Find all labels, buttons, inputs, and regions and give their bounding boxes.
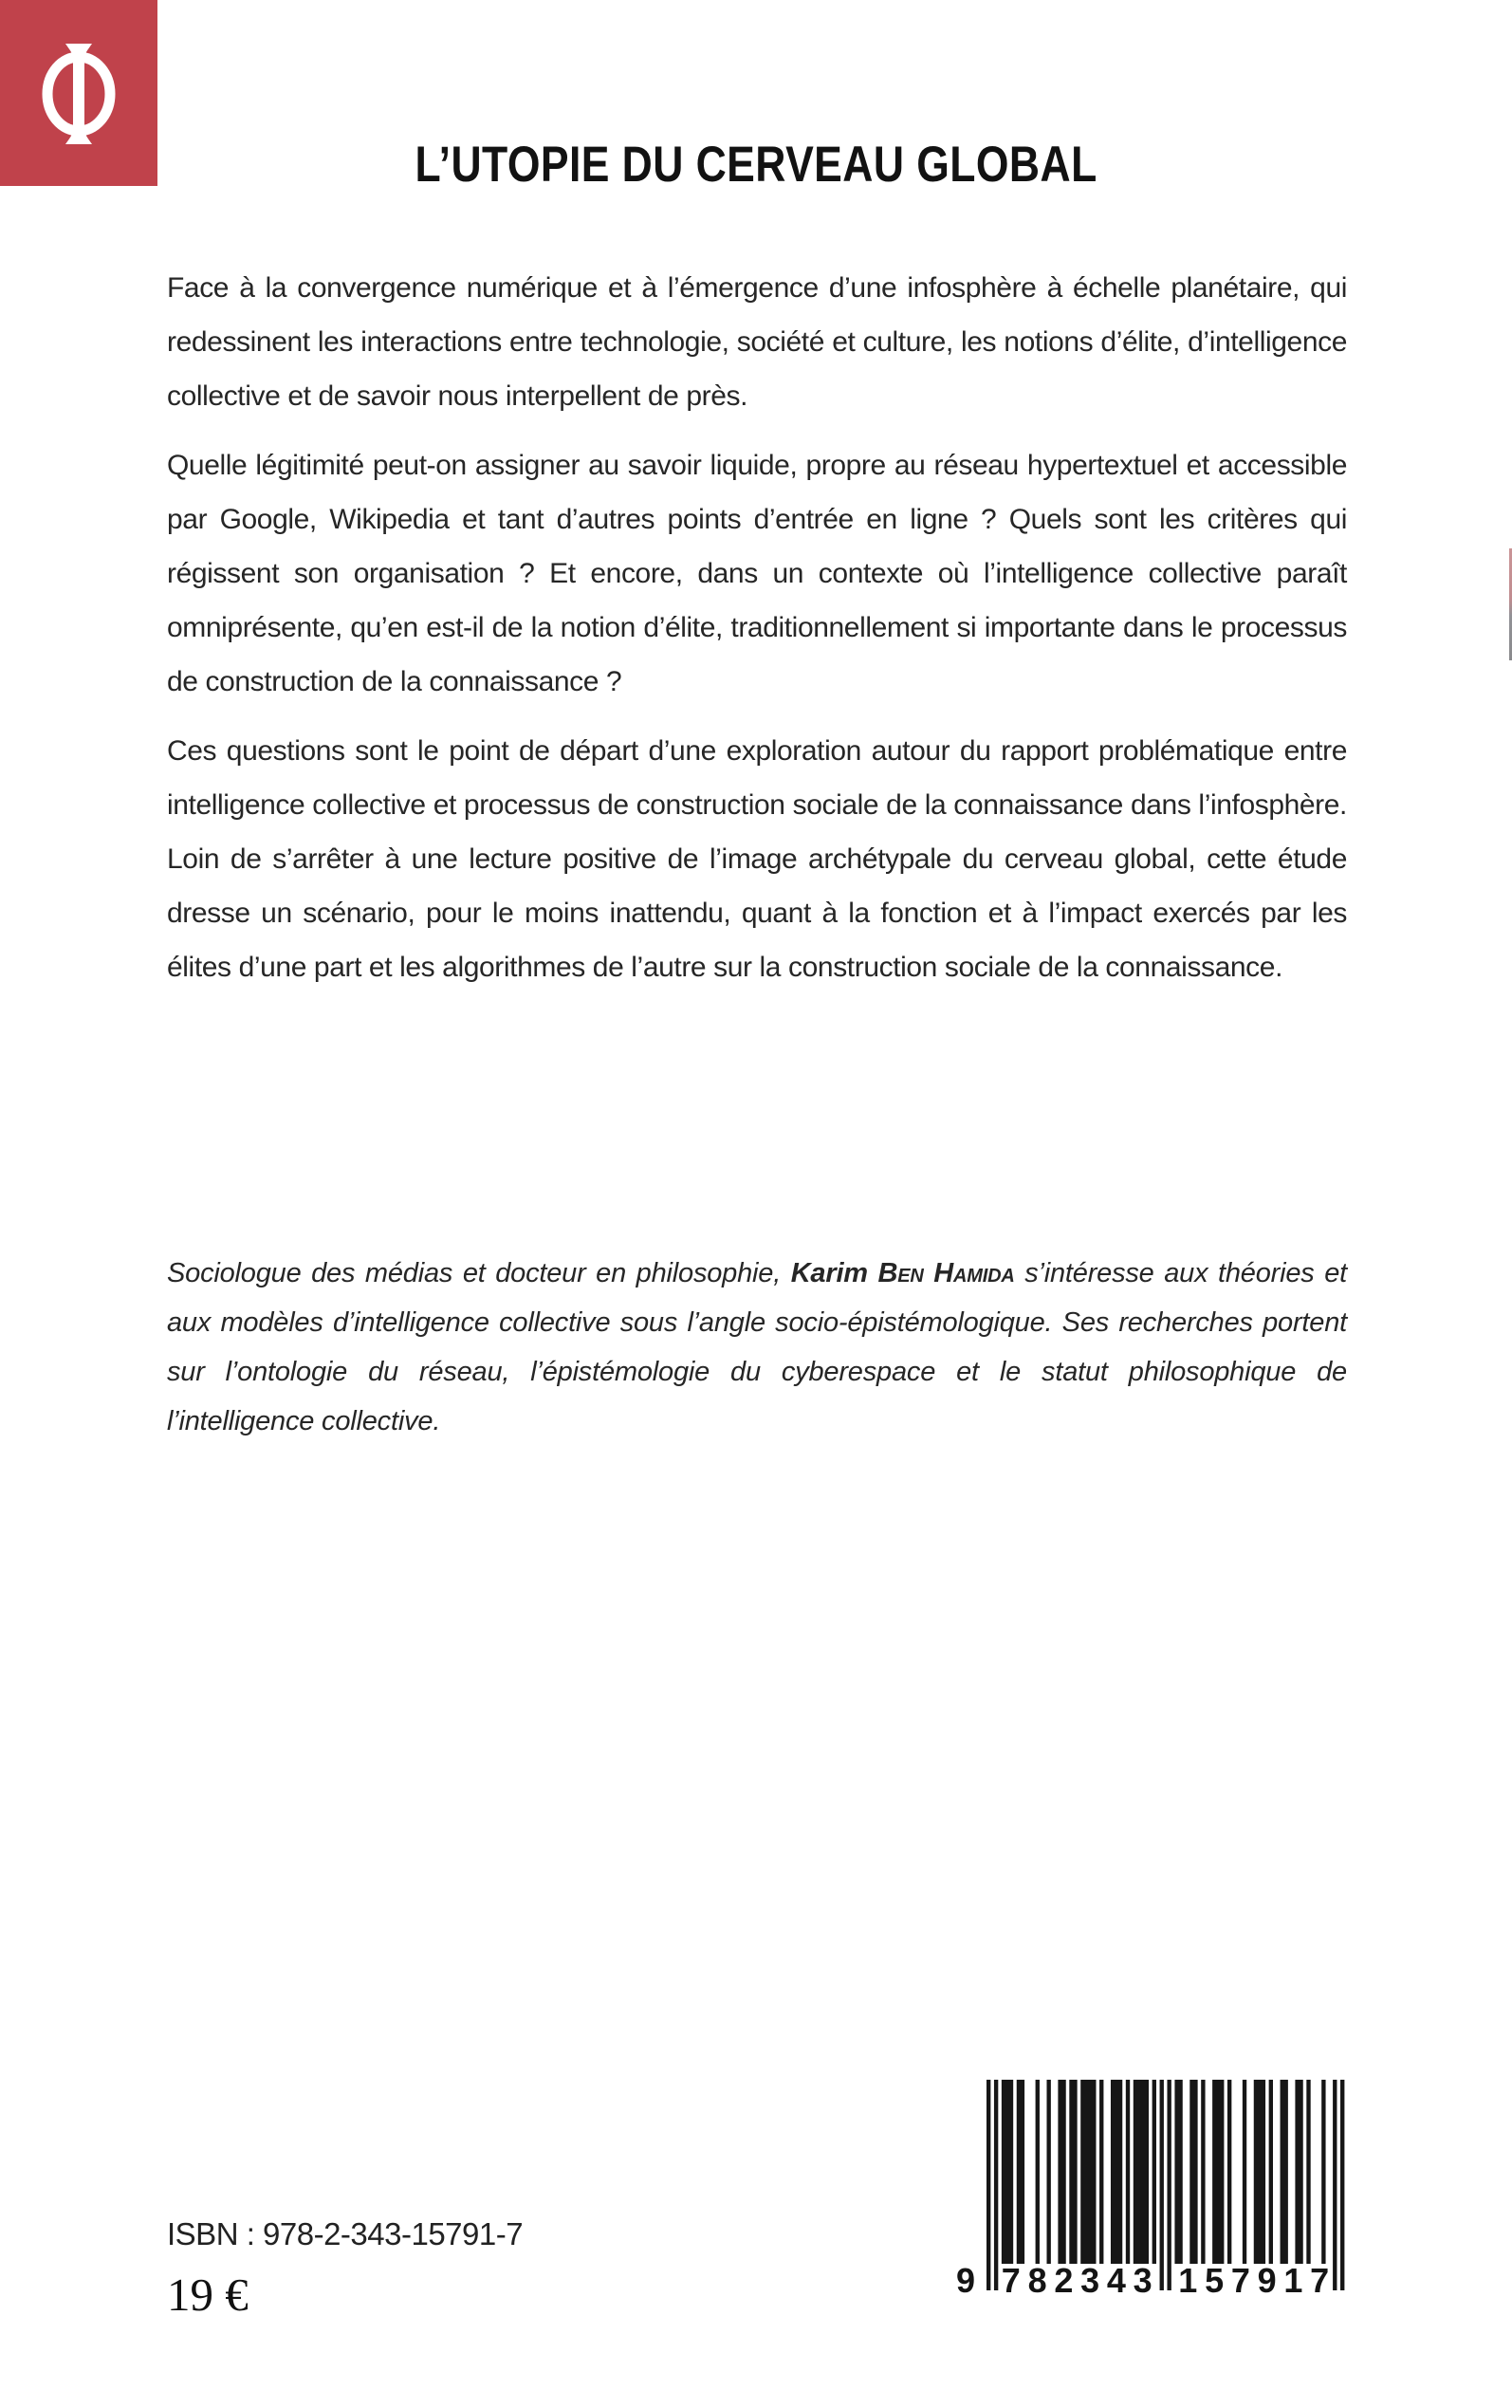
blurb-paragraph-1: Face à la convergence numérique et à l’émergence d’une infosphère à échelle planétaire, qui redessinent les interactions entre technologie, société et culture, les notions d’élite, d’intelligence collective et de savoir nous interpellent de près. xyxy=(167,272,1347,412)
svg-text:7: 7 xyxy=(1001,2261,1021,2296)
svg-text:7: 7 xyxy=(1230,2261,1250,2296)
svg-text:5: 5 xyxy=(1205,2261,1225,2296)
author-last-name: Ben Hamida xyxy=(867,1258,1015,1288)
bio-intro: Sociologue des médias et docteur en philosophie, xyxy=(167,1258,791,1288)
blurb-paragraph-2: Quelle légitimité peut-on assigner au savoir liquide, propre au réseau hypertextuel et accessible par Google, Wikipedia et tant d’autres points d’entrée en ligne ? Quels sont les critères qui régissent son organisation ? Et encore, dans un contexte où l’intelligence collective paraît omniprésente, qu’en est-il de la notion d’élite, traditionnellement si importante dans le processus de construction de la connaissance ? xyxy=(167,450,1347,697)
barcode-icon xyxy=(950,2080,1368,2296)
svg-text:1: 1 xyxy=(1178,2261,1198,2296)
svg-text:7: 7 xyxy=(1310,2261,1330,2296)
page-title-text: L’UTOPIE DU CERVEAU GLOBAL xyxy=(415,137,1097,193)
author-first-name: Karim xyxy=(790,1258,868,1288)
bio-rest: s’intéresse aux théories et aux modèles d’intelligence collective sous l’angle socio-épistémologique. Ses recherches portent sur l’ontologie du réseau, l’épistémologie du cyberespace et le statut philosophique de l’intelligence collective. xyxy=(167,1258,1347,1436)
blurb-text xyxy=(167,261,1347,994)
svg-text:9: 9 xyxy=(1257,2261,1277,2296)
svg-text:4: 4 xyxy=(1106,2261,1126,2296)
svg-text:1: 1 xyxy=(1283,2261,1303,2296)
isbn-text: ISBN : 978-2-343-15791-7 xyxy=(167,2216,524,2251)
blurb-paragraph-3: Ces questions sont le point de départ d’une exploration autour du rapport problématique entre intelligence collective et processus de construction sociale de la connaissance dans l’infosphère. Loin de s’arrêter à une lecture positive de l’image archétypale du cerveau global, cette étude dresse un scénario, pour le moins inattendu, quant à la fonction et à l’impact exercés par les élites d’une part et les algorithmes de l’autre sur la construction sociale de la connaissance. xyxy=(167,735,1347,983)
svg-text:8: 8 xyxy=(1027,2261,1047,2296)
price-text: 19 € xyxy=(167,2269,249,2321)
author-bio xyxy=(167,1249,1347,1446)
page-title xyxy=(0,139,1512,192)
svg-text:3: 3 xyxy=(1080,2261,1100,2296)
svg-text:9: 9 xyxy=(955,2261,976,2296)
ean13-barcode xyxy=(950,2080,1368,2296)
svg-text:3: 3 xyxy=(1133,2261,1152,2296)
svg-text:2: 2 xyxy=(1054,2261,1074,2296)
